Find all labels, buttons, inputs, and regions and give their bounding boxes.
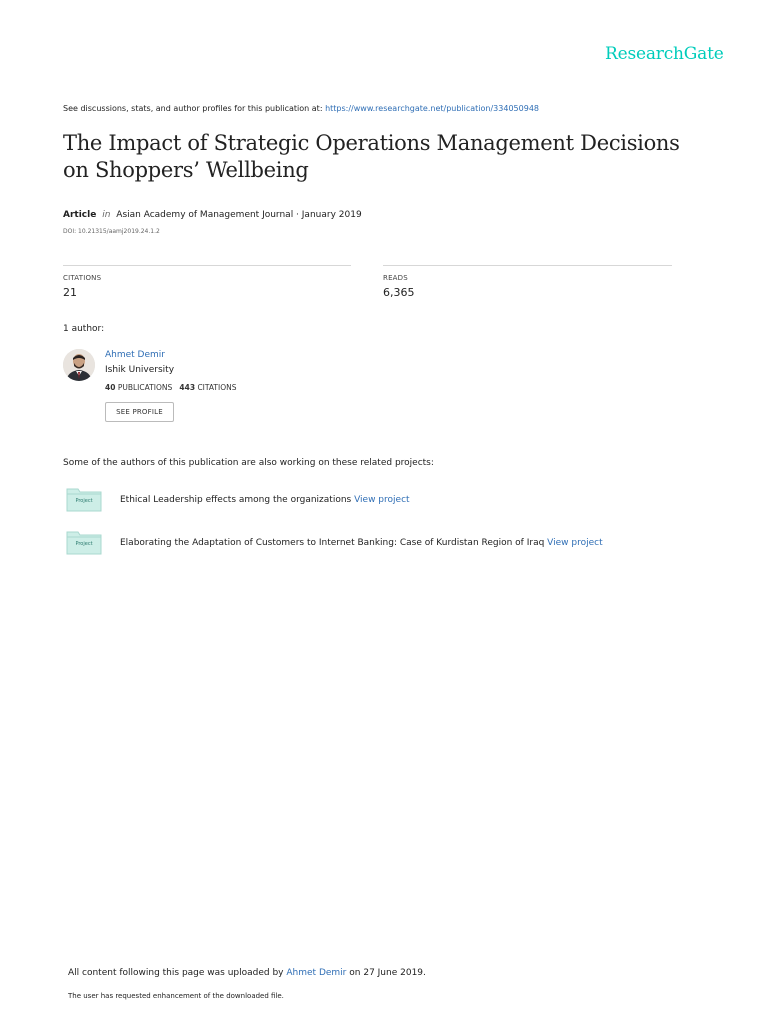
author-stats xyxy=(105,383,237,392)
discussion-line xyxy=(63,104,539,113)
reads-value: 6,365 xyxy=(383,286,415,299)
upload-prefix: All content following this page was uploaded by xyxy=(68,968,284,978)
doi: DOI: 10.21315/aamj2019.24.1.2 xyxy=(63,228,160,235)
publication-url-link[interactable]: https://www.researchgate.net/publication/334050948 xyxy=(325,104,539,113)
citations-divider xyxy=(63,265,351,266)
author-name-link[interactable]: Ahmet Demir xyxy=(105,350,165,360)
project-title: Ethical Leadership effects among the organizations xyxy=(120,495,352,505)
publication-title: The Impact of Strategic Operations Management Decisions on Shoppers’ Wellbeing xyxy=(63,131,680,182)
publications-count: 40 xyxy=(105,383,116,392)
see-profile-button[interactable]: SEE PROFILE xyxy=(105,402,174,422)
projects-heading: Some of the authors of this publication are also working on these related projects: xyxy=(63,458,434,468)
author-citations-count: 443 xyxy=(179,383,196,392)
project-icon-label: Project xyxy=(75,541,93,547)
citations-value: 21 xyxy=(63,286,77,299)
project-title: Elaborating the Adaptation of Customers to Internet Banking: Case of Kurdistan Region of Iraq xyxy=(120,538,545,548)
in-label: in xyxy=(102,210,111,220)
researchgate-logo[interactable]: ResearchGate xyxy=(605,44,724,64)
view-project-link[interactable]: View project xyxy=(354,495,410,505)
project-icon-label: Project xyxy=(75,498,93,504)
project-item xyxy=(120,495,410,505)
venue-date: Asian Academy of Management Journal · January 2019 xyxy=(116,210,362,220)
enhancement-note: The user has requested enhancement of the downloaded file. xyxy=(68,992,284,1000)
reads-divider xyxy=(383,265,672,266)
author-institution: Ishik University xyxy=(105,365,175,375)
publications-label: PUBLICATIONS xyxy=(117,383,173,392)
view-project-link[interactable]: View project xyxy=(547,538,603,548)
publication-type: Article xyxy=(63,210,97,220)
upload-suffix: on 27 June 2019. xyxy=(349,968,426,978)
author-citations-label: CITATIONS xyxy=(197,383,237,392)
publication-meta xyxy=(63,210,362,220)
authors-heading: 1 author: xyxy=(63,324,105,334)
author-avatar[interactable] xyxy=(63,349,95,381)
upload-note xyxy=(68,968,426,978)
discussion-prefix: See discussions, stats, and author profiles for this publication at: xyxy=(63,104,323,113)
reads-label: READS xyxy=(383,274,408,282)
uploader-link[interactable]: Ahmet Demir xyxy=(286,968,347,978)
avatar-image xyxy=(63,349,95,381)
citations-label: CITATIONS xyxy=(63,274,102,282)
project-item xyxy=(120,538,603,548)
